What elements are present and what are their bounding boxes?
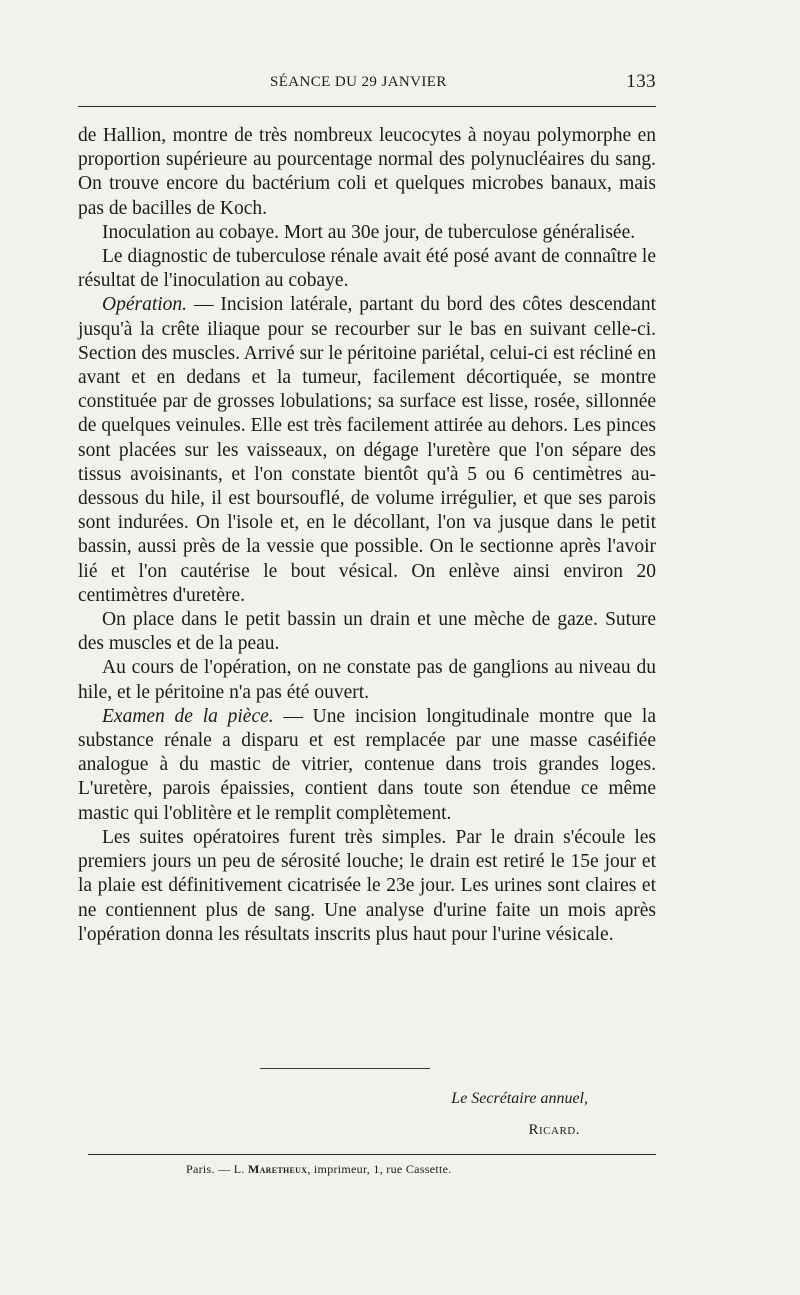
paragraph-examen	[78, 705, 656, 826]
header-rule	[78, 106, 656, 107]
paragraph-text: — Incision latérale, partant du bord des côtes descendant jusqu'à la crête iliaque pour se recourber sur le bas en suivant celle-ci. Section des muscles. Arrivé sur le péritoine pariétal, celui-ci est récliné en avant et en dedans et la tumeur, facilement décortiquée, se montre constituée par de grosses lobulations; sa surface est lisse, rosée, sillonnée de quelques veinules. Elle est très facilement attirée au dehors. Les pinces sont placées sur les vaisseaux, on dégage l'uretère que l'on sépare des tissus avoisinants, et l'on constate bientôt qu'à 5 ou 6 centimètres au-dessous du hile, il est boursouflé, de volume irrégulier, et que ses parois sont indurées. On l'isole et, en le décollant, l'on va jusque dans le petit bassin, aussi près de la vessie que possible. On le sectionne après l'avoir lié et l'on cautérise le bout vésical. On enlève ainsi environ 20 centimètres d'uretère.	[78, 294, 656, 606]
body-text	[78, 124, 656, 947]
imprint-dash: — L.	[214, 1162, 248, 1176]
imprint-printer: Maretheux	[247, 1162, 308, 1176]
signature-role: Le Secrétaire annuel,	[451, 1090, 588, 1107]
printer-imprint	[186, 1162, 586, 1177]
paragraph: de Hallion, montre de très nombreux leucocytes à noyau polymorphe en proportion supérieure au pourcentage normal des polynucléaires du sang. On trouve encore du bactérium coli et quelques microbes banaux, mais pas de bacilles de Koch.	[78, 125, 656, 219]
paragraph-operation	[78, 293, 656, 608]
imprint-city: Paris.	[186, 1162, 215, 1176]
signature-name: Ricard.	[528, 1122, 580, 1138]
paragraph: On place dans le petit bassin un drain et une mèche de gaze. Suture des muscles et de la peau.	[78, 609, 656, 655]
page-number: 133	[626, 71, 656, 92]
paragraph: Les suites opératoires furent très simples. Par le drain s'écoule les premiers jours un peu de sérosité louche; le drain est retiré le 15e jour et la plaie est définitivement cicatrisée le 23e jour. Les urines sont claires et ne contiennent plus de sang. Une analyse d'urine faite un mois après l'opération donna les résultats inscrits plus haut pour l'urine vésicale.	[78, 826, 656, 945]
section-heading-operation: Opération.	[102, 294, 188, 316]
paragraph: Au cours de l'opération, on ne constate pas de ganglions au niveau du hile, et le péritoine n'a pas été ouvert.	[78, 657, 656, 703]
imprint-rule	[88, 1154, 656, 1155]
paragraph-text: — Une incision longitudinale montre que la substance rénale a disparu et est remplacée par une masse caséifiée analogue à du mastic de vitrier, contenue dans trois grandes loges. L'uretère, parois épaissies, contient dans toute son étendue ce même mastic qui l'oblitère et le remplit complètement.	[78, 705, 656, 824]
closing-rule	[260, 1068, 430, 1069]
running-title: SÉANCE DU 29 JANVIER	[270, 74, 447, 90]
paragraph: Le diagnostic de tuberculose rénale avait été posé avant de connaître le résultat de l'inoculation au cobaye.	[78, 246, 656, 292]
section-heading-examen: Examen de la pièce.	[102, 705, 274, 727]
paragraph: Inoculation au cobaye. Mort au 30e jour, de tuberculose généralisée.	[102, 221, 636, 243]
running-head	[78, 71, 656, 96]
imprint-address: , imprimeur, 1, rue Cassette.	[307, 1162, 452, 1176]
